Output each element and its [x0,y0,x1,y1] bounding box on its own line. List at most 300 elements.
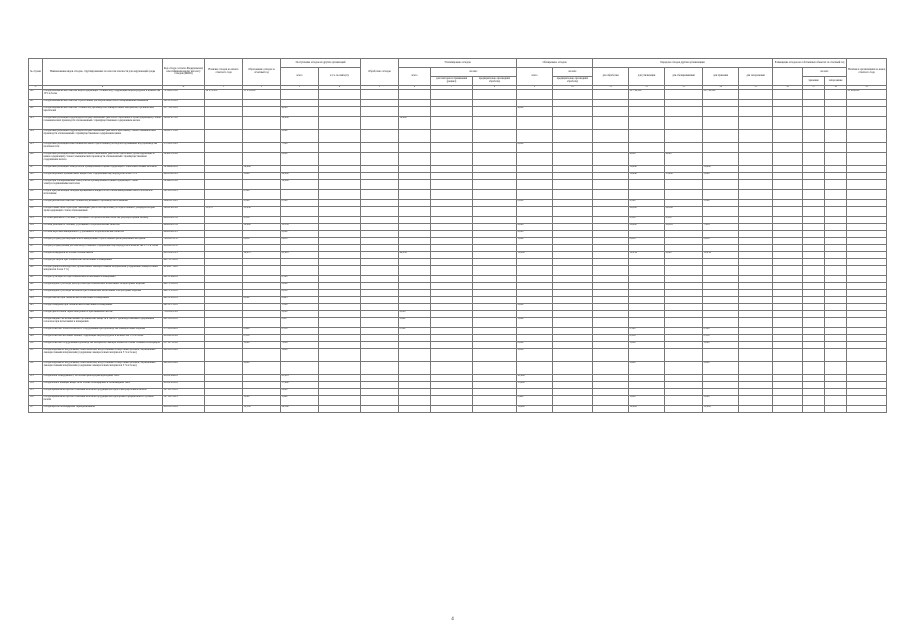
col-neutralized-of-which: из них: [553,68,593,77]
value-cell [431,173,473,180]
value-cell [517,290,553,297]
value-cell [665,90,703,100]
value-cell: 2,000 [399,311,431,318]
row-number-cell: 144 [29,297,43,304]
value-cell [553,342,593,349]
value-cell [593,349,629,362]
value-cell [825,173,847,180]
value-cell [473,304,517,311]
value-cell [825,207,847,217]
value-cell [205,290,243,297]
col-end-balance: Наличие в организациях на конец отчетного года [847,59,887,86]
value-cell [553,153,593,166]
waste-name-cell: отходы зачистки технологического оборудования при производстве лакокрасочных изделий [43,328,163,335]
value-cell [319,166,361,173]
value-cell [473,107,517,117]
value-cell [399,362,431,375]
row-number-cell: 150 [29,342,43,349]
value-cell [553,266,593,276]
value-cell [665,396,703,406]
value-cell [319,100,361,107]
waste-name-cell: отходы совместной обработки смешанных (кислотно-щелочных) и обработанных сульфидом натрия хромсодержащих стоков обезвоженный [43,207,163,217]
value-cell [847,283,887,290]
value-cell [361,173,399,180]
value-cell [243,107,281,117]
value-cell [665,375,703,382]
value-cell: 0,500 [281,200,319,207]
value-cell [703,190,739,200]
row-number-cell: 147 [29,318,43,328]
value-cell: 0,650 [243,238,281,245]
value-cell: 11,556 [281,224,319,231]
fkko-code-cell: 37112111393 [163,143,205,153]
value-cell [703,245,739,252]
fkko-code-cell: 94152811103 [163,318,205,328]
fkko-code-cell: 40232913603 [163,349,205,362]
value-cell [593,224,629,231]
value-cell: 56,880 [629,166,665,173]
value-cell: 26,500 [629,207,665,217]
header-row-1 [29,59,887,68]
value-cell [593,166,629,173]
col-neutralized: Обезврежено отходов [517,59,593,68]
value-cell [773,130,803,143]
value-cell [773,200,803,207]
value-cell [517,283,553,290]
value-cell [825,297,847,304]
table-row [29,100,887,107]
fkko-code-cell: 39130011323 [163,190,205,200]
value-cell [665,200,703,207]
row-number-cell: 140 [29,266,43,276]
value-cell [847,335,887,342]
fkko-code-cell: 72310201393 [163,90,205,100]
column-number: 14 [703,86,739,90]
value-cell [319,396,361,406]
value-cell [847,238,887,245]
value-cell [553,173,593,180]
value-cell [553,252,593,259]
value-cell [825,283,847,290]
value-cell [517,90,553,100]
fkko-code-cell: 36344481203 [163,166,205,173]
value-cell [205,130,243,143]
table-row [29,238,887,245]
value-cell [319,406,361,413]
value-cell [629,389,665,396]
fkko-code-cell: 36344451393 [163,180,205,190]
value-cell [431,276,473,283]
value-cell [739,252,773,259]
value-cell [205,382,243,389]
value-cell: 33,000 [517,382,553,389]
value-cell [361,297,399,304]
value-cell [553,166,593,173]
value-cell [431,362,473,375]
value-cell [553,328,593,335]
value-cell [825,328,847,335]
value-cell [803,130,825,143]
waste-name-cell: отходы нейтрализации известковым молоком смешанных (кислотно- щелочных, хромсодержащих и цианосодержащих) стоков гальванических производств обезвоженный с преимущественным содержанием железа [43,153,163,166]
value-cell [473,130,517,143]
value-cell [517,328,553,335]
value-cell [739,290,773,297]
value-cell: 0,445 [281,297,319,304]
value-cell [739,130,773,143]
value-cell [739,342,773,349]
value-cell: 6,000 [517,143,553,153]
row-number-cell: 153 [29,375,43,382]
value-cell [703,217,739,224]
value-cell [431,283,473,290]
row-number-cell: 133 [29,217,43,224]
value-cell [431,406,473,413]
value-cell [593,283,629,290]
value-cell [773,245,803,252]
column-number: В [163,86,205,90]
value-cell [629,117,665,130]
value-cell [517,180,553,190]
value-cell [739,173,773,180]
value-cell [825,153,847,166]
value-cell: 35,430 [243,207,281,217]
value-cell [361,375,399,382]
value-cell: 30,000 [243,224,281,231]
value-cell [205,304,243,311]
value-cell [319,297,361,304]
value-cell [773,304,803,311]
value-cell [593,190,629,200]
value-cell [473,90,517,100]
row-number-cell: 151 [29,349,43,362]
value-cell [803,224,825,231]
value-cell [473,224,517,231]
row-number-cell: 131 [29,200,43,207]
value-cell [431,297,473,304]
value-cell [517,389,553,396]
value-cell [593,342,629,349]
value-cell [243,276,281,283]
value-cell [431,153,473,166]
value-cell [399,207,431,217]
fkko-code-cell: 46635083323 [163,173,205,180]
table-row [29,297,887,304]
value-cell [847,328,887,335]
value-cell [399,224,431,231]
value-cell [739,328,773,335]
value-cell [243,180,281,190]
value-cell [243,266,281,276]
value-cell [399,153,431,166]
col-transfer-neutralization: для обезвреживания [665,68,703,86]
value-cell [803,283,825,290]
column-number: 4 [319,86,361,90]
value-cell [205,259,243,266]
waste-name-cell: отходы механической очистки нефтесодержащих сточных вод, содержащий нефтепродукты в количестве 15% и более [43,90,163,100]
value-cell [243,389,281,396]
col-utilized-preprocessed: предварительно прошедших обработку [473,77,517,86]
value-cell [593,259,629,266]
value-cell [825,200,847,207]
value-cell [629,318,665,328]
value-cell [517,266,553,276]
value-cell [847,406,887,413]
waste-name-cell: отходы красок полиэфирной термореактивной [43,406,163,413]
value-cell [847,200,887,207]
value-cell [825,349,847,362]
table-row [29,180,887,190]
value-cell: 0,000 [517,342,553,349]
table-row [29,349,887,362]
table-row [29,304,887,311]
value-cell: 4,000 [629,153,665,166]
table-row [29,283,887,290]
value-cell [399,143,431,153]
value-cell [281,362,319,375]
row-number-cell: 126 [29,153,43,166]
value-cell [319,276,361,283]
value-cell [629,283,665,290]
value-cell: 0,100 [243,190,281,200]
value-cell [281,259,319,266]
value-cell [703,180,739,190]
value-cell: 0,210 [281,290,319,297]
value-cell: 4,000 [665,153,703,166]
value-cell: 0,002 [243,297,281,304]
value-cell [629,130,665,143]
fkko-code-cell: 40232913603 [163,362,205,375]
value-cell: 16,872 [243,252,281,259]
waste-name-cell: отходы зачистки масляных машин, содержащие нефтепродукты в количестве 15% и более [43,335,163,342]
value-cell [773,276,803,283]
value-cell: 0,150 [281,328,319,335]
fkko-code-cell: 91952112335 [163,245,205,252]
row-number-cell: 136 [29,238,43,245]
value-cell [773,252,803,259]
column-number: 15 [739,86,773,90]
value-cell [803,382,825,389]
value-cell [825,266,847,276]
value-cell [803,406,825,413]
value-cell [473,406,517,413]
value-cell [825,311,847,318]
value-cell [739,217,773,224]
value-cell [629,290,665,297]
value-cell [319,190,361,200]
row-number-cell: 127 [29,166,43,173]
value-cell [847,130,887,143]
value-cell [773,311,803,318]
value-cell [473,349,517,362]
waste-name-cell: остатки дизельного топлива, утратившего потребительские свойства [43,224,163,231]
value-cell [629,259,665,266]
value-cell [703,375,739,382]
value-cell [593,382,629,389]
value-cell [847,190,887,200]
value-cell [773,362,803,375]
value-cell [825,259,847,266]
value-cell [629,349,665,362]
value-cell: 3,000 [703,396,739,406]
value-cell [399,290,431,297]
value-cell: 1,000 [629,342,665,349]
value-cell [431,349,473,362]
column-number: 8 [473,86,517,90]
value-cell [847,375,887,382]
value-cell [399,266,431,276]
table-row [29,231,887,238]
value-cell [243,245,281,252]
row-number-cell: 154 [29,382,43,389]
value-cell [739,283,773,290]
col-received-total: всего [281,68,319,86]
value-cell [847,396,887,406]
value-cell [473,180,517,190]
value-cell [825,217,847,224]
value-cell [431,342,473,349]
value-cell [739,396,773,406]
value-cell [593,335,629,342]
value-cell [399,396,431,406]
value-cell [773,290,803,297]
value-cell [473,231,517,238]
value-cell [431,100,473,107]
col-transfer-utilization: для утилизации [629,68,665,86]
value-cell [205,266,243,276]
value-cell [205,276,243,283]
value-cell: 12,034 [629,252,665,259]
value-cell [431,290,473,297]
value-cell [847,311,887,318]
value-cell: 0,000 [517,200,553,207]
value-cell [847,382,887,389]
value-cell [665,335,703,342]
value-cell [473,362,517,375]
waste-name-cell: отходы водного раствора дихлорэтана при технических испытаниях лабораторных изделий [43,283,163,290]
row-number-cell: 139 [29,259,43,266]
value-cell [739,259,773,266]
value-cell [847,207,887,217]
value-cell [553,283,593,290]
value-cell [517,190,553,200]
value-cell [243,318,281,328]
value-cell [803,259,825,266]
value-cell [739,224,773,231]
value-cell [629,266,665,276]
value-cell [205,153,243,166]
value-cell [243,117,281,130]
value-cell [629,190,665,200]
value-cell [825,224,847,231]
value-cell [803,342,825,349]
value-cell [473,297,517,304]
value-cell [773,259,803,266]
value-cell [803,238,825,245]
value-cell [319,382,361,389]
value-cell [431,396,473,406]
value-cell [803,107,825,117]
value-cell [361,166,399,173]
value-cell: 49,838 [399,252,431,259]
value-cell [553,90,593,100]
value-cell: 0,350 [629,335,665,342]
value-cell [847,166,887,173]
waste-name-cell: отходы клея и клеящих веществ на основе полиэфирных и полиамидных смол [43,382,163,389]
value-cell [517,259,553,266]
value-cell [629,143,665,153]
value-cell: 1,000 [517,238,553,245]
value-cell [431,90,473,100]
value-cell [243,382,281,389]
value-cell [665,304,703,311]
value-cell [773,406,803,413]
value-cell [319,90,361,100]
value-cell [629,276,665,283]
col-utilized-of-which: из них: [431,68,517,77]
value-cell [243,290,281,297]
value-cell [773,375,803,382]
value-cell [553,238,593,245]
value-cell [431,245,473,252]
table-body [29,90,887,413]
waste-name-cell: отходы крышечной при изготовлении печатной продукции методом флексографической и глубокой печати [43,396,163,406]
value-cell [593,153,629,166]
value-cell [803,153,825,166]
value-cell [803,276,825,283]
value-cell: 28,000 [629,224,665,231]
value-cell [205,173,243,180]
value-cell [431,266,473,276]
fkko-code-cell: 36133511393 [163,100,205,107]
value-cell [847,349,887,362]
value-cell [361,153,399,166]
value-cell [361,389,399,396]
value-cell [399,259,431,266]
value-cell [739,180,773,190]
value-cell [739,238,773,245]
value-cell [703,349,739,362]
column-number: 9 [517,86,553,90]
value-cell [773,207,803,217]
value-cell: 2,600 [243,362,281,375]
value-cell: 2,350 [629,217,665,224]
value-cell [243,349,281,362]
table-row [29,166,887,173]
value-cell [593,143,629,153]
value-cell [847,245,887,252]
fkko-code-cell: 94271312103 [163,283,205,290]
value-cell [553,190,593,200]
value-cell [847,252,887,259]
value-cell [665,259,703,266]
value-cell: 66,000 [281,173,319,180]
value-cell: 7,500 [281,143,319,153]
table-row [29,117,887,130]
value-cell [803,190,825,200]
value-cell [361,107,399,117]
row-number-cell: 148 [29,328,43,335]
value-cell [553,200,593,207]
value-cell [399,100,431,107]
value-cell [361,349,399,362]
value-cell [281,335,319,342]
value-cell [553,217,593,224]
waste-name-cell: отходы нефтяных промывочных жидкостей, содержащий нефтепродукты более 70% [43,173,163,180]
value-cell: 2,500 [243,200,281,207]
waste-name-cell: отходы клея затвердевшего, на основе фенолформальдегидных смол [43,375,163,382]
value-cell [361,217,399,224]
value-cell [361,283,399,290]
